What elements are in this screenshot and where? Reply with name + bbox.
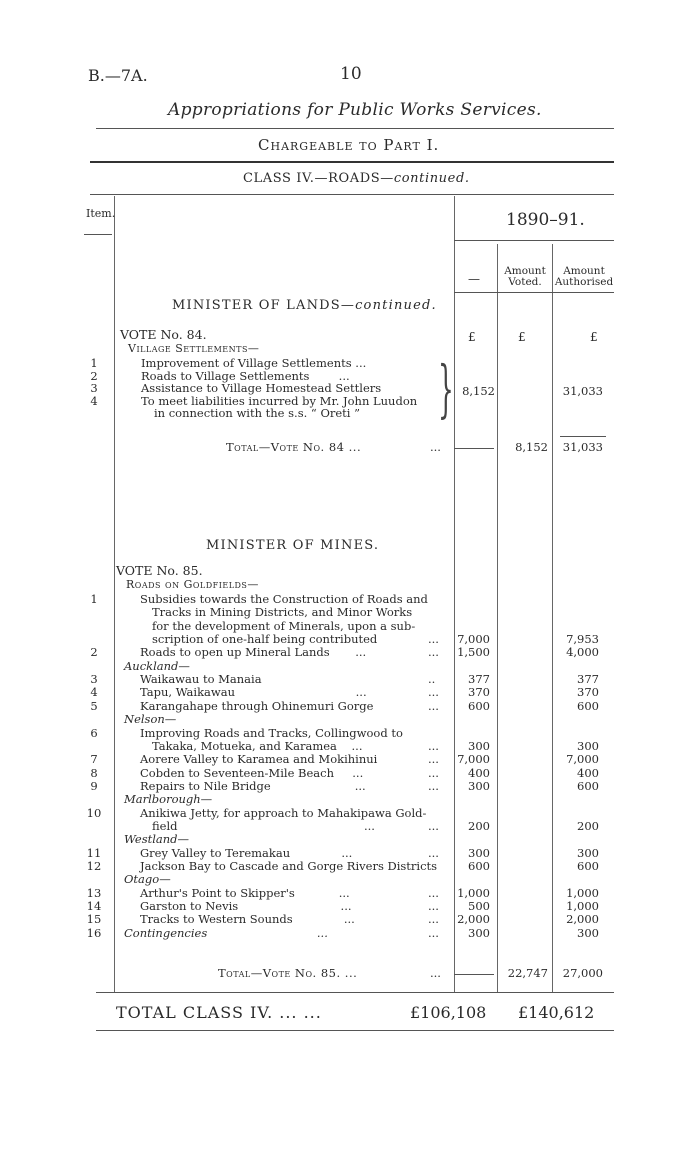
amount-cell: 1,500 (457, 645, 490, 660)
line-item-text: Karangahape through Ohinemuri Gorge (140, 698, 374, 713)
grouping-brace: } (438, 352, 454, 425)
leader-dots: ... (428, 765, 439, 780)
divider (90, 194, 614, 195)
line-item-text: in connection with the s.s. “ Oreti ” (154, 406, 361, 421)
divider (84, 234, 112, 235)
authorised-cell: 300 (577, 738, 599, 753)
item-number: 1 (90, 356, 98, 370)
lands-group-authorised: 31,033 (562, 384, 603, 398)
item-number: 15 (86, 912, 102, 927)
class-heading-text: CLASS IV.—ROADS— (243, 171, 394, 186)
leader-dots: ... (428, 818, 439, 833)
item-number: 14 (86, 899, 102, 914)
item-number: 13 (86, 885, 102, 900)
line-item-text: Takaka, Motueka, and Karamea ... (152, 738, 363, 753)
authorised-cell: 600 (577, 778, 599, 793)
currency-symbol: £ (518, 330, 526, 344)
divider (560, 436, 606, 437)
authorised-cell: 377 (577, 672, 599, 687)
line-item-text: Assistance to Village Homestead Settlers (141, 381, 382, 396)
item-number: 3 (90, 672, 98, 687)
vote-84-label: VOTE No. 84. (120, 327, 207, 342)
line-item-text: Roads to open up Mineral Lands ... (140, 645, 367, 660)
amount-cell: 300 (468, 738, 490, 753)
authorised-cell: 4,000 (566, 645, 599, 660)
line-item-text: scription of one-half being contributed (152, 632, 378, 647)
leader-dots: ... (428, 632, 439, 647)
line-item-text: Marlborough— (124, 792, 213, 807)
divider (454, 448, 494, 449)
leader-dots: ... (428, 698, 439, 713)
leader-dots: ... (428, 845, 439, 860)
amount-cell: 300 (468, 778, 490, 793)
line-item-text: Repairs to Nile Bridge ... (140, 778, 366, 793)
amount-cell: 2,000 (457, 912, 490, 927)
column-header-dash: — (468, 272, 480, 286)
amount-cell: 370 (468, 685, 490, 700)
divider (90, 161, 614, 163)
lands-heading (172, 298, 437, 313)
leader-dots: ... (428, 685, 439, 700)
column-rule-item (114, 196, 115, 992)
divider (454, 974, 494, 975)
line-item-text: Tracks to Western Sounds ... (140, 912, 355, 927)
amount-cell: 1,000 (457, 885, 490, 900)
line-item-text: Improvement of Village Settlements ... (141, 356, 367, 370)
vote-85-total-dots: ... (430, 966, 441, 980)
currency-symbol: £ (590, 330, 598, 344)
authorised-cell: 7,953 (566, 632, 599, 647)
chargeable-heading: Chargeable to Part I. (258, 136, 440, 154)
item-number: 6 (90, 725, 98, 740)
item-number: 12 (86, 859, 102, 873)
column-header-authorised: Amount Authorised (554, 265, 614, 288)
authorised-cell: 200 (577, 818, 599, 833)
amount-cell: 300 (468, 925, 490, 940)
line-item-text: Tapu, Waikawau ... (140, 685, 367, 700)
line-item-text: Auckland— (124, 658, 190, 673)
leader-dots: ... (428, 752, 439, 767)
authorised-cell: 400 (577, 765, 599, 780)
line-item-text: Arthur's Point to Skipper's ... (140, 885, 350, 900)
item-number: 1 (90, 592, 98, 606)
line-item-text: Improving Roads and Tracks, Collingwood to (140, 725, 403, 740)
line-item-text: Cobden to Seventeen-Mile Beach ... (140, 765, 364, 780)
class-total-authorised: £140,612 (518, 1003, 595, 1022)
lands-group-amount: 8,152 (462, 384, 495, 398)
authorised-cell: 2,000 (566, 912, 599, 927)
authorised-cell: 600 (577, 698, 599, 713)
line-item-text: Grey Valley to Teremakau ... (140, 845, 353, 860)
vote-84-total-dots: ... (430, 440, 441, 454)
leader-dots: ... (428, 885, 439, 900)
item-number: 16 (86, 925, 102, 940)
item-number: 7 (90, 752, 98, 767)
page-title: Appropriations for Public Works Services. (168, 100, 542, 120)
line-item-text: Roads to Village Settlements ... (141, 368, 350, 383)
item-number: 11 (86, 845, 102, 860)
line-item-text: Anikiwa Jetty, for approach to Mahakipawa Gold- (140, 805, 427, 820)
authorised-cell: 1,000 (566, 885, 599, 900)
lands-heading-continued: continued. (355, 298, 437, 313)
class-total-voted: £106,108 (410, 1003, 487, 1022)
line-item-text: Waikawau to Manaia (140, 672, 262, 687)
document-reference: B.—7A. (88, 66, 148, 85)
item-number: 4 (90, 393, 98, 408)
leader-dots: ... (428, 899, 439, 914)
village-settlements-subhead: Village Settlements— (128, 342, 260, 355)
item-number: 5 (90, 698, 98, 713)
authorised-cell: 1,000 (566, 899, 599, 914)
leader-dots: ... (428, 738, 439, 753)
line-item-text: To meet liabilities incurred by Mr. John Luudon (141, 393, 418, 408)
amount-cell: 300 (468, 845, 490, 860)
item-number: 3 (90, 381, 98, 396)
vote-84-total-authorised: 31,033 (562, 440, 603, 454)
amount-cell: 200 (468, 818, 490, 833)
leader-dots: ... (428, 645, 439, 660)
authorised-cell: 300 (577, 925, 599, 940)
column-rule-voted (497, 244, 498, 992)
line-item-text: Westland— (124, 832, 190, 847)
line-item-text: Otago— (124, 872, 171, 887)
authorised-cell: 300 (577, 845, 599, 860)
amount-cell: 600 (468, 859, 490, 873)
item-number: 4 (90, 685, 98, 700)
vote-84-total-label: Total—Vote No. 84 ... (226, 440, 362, 454)
page-number: 10 (340, 64, 362, 84)
leader-dots: ... (428, 778, 439, 793)
leader-dots: ... (428, 912, 439, 927)
vote-84-total-voted: 8,152 (515, 440, 548, 454)
line-item-text: Jackson Bay to Cascade and Gorge Rivers Districts (140, 859, 438, 873)
authorised-cell: 370 (577, 685, 599, 700)
item-number: 10 (86, 805, 102, 820)
divider (96, 992, 614, 993)
roads-goldfields-subhead: Roads on Goldfields— (126, 578, 259, 591)
class-heading (243, 171, 470, 186)
leader-dots: .. (428, 672, 436, 687)
line-item-text: Aorere Valley to Karamea and Mokihinui (140, 752, 378, 767)
column-header-year: 1890–91. (506, 210, 585, 230)
class-total-label: TOTAL CLASS IV. ... ... (116, 1003, 322, 1022)
authorised-cell: 7,000 (566, 752, 599, 767)
authorised-cell: 600 (577, 859, 599, 873)
currency-symbol: £ (468, 330, 476, 344)
vote-85-total-authorised: 27,000 (562, 966, 603, 980)
column-header-item: Item. (86, 207, 116, 220)
vote-85-total-voted: 22,747 (507, 966, 548, 980)
amount-cell: 7,000 (457, 752, 490, 767)
item-number: 2 (90, 368, 98, 383)
line-item-text: Tracks in Mining Districts, and Minor Works (152, 605, 413, 620)
class-heading-continued: continued. (393, 171, 470, 186)
mines-heading: MINISTER OF MINES. (206, 538, 380, 553)
amount-cell: 377 (468, 672, 490, 687)
vote-85-total-label: Total—Vote No. 85. ... (218, 966, 358, 980)
line-item-text: field ... (152, 818, 375, 833)
line-item-text: Garston to Nevis ... (140, 899, 352, 914)
divider (454, 240, 614, 241)
column-header-voted: Amount Voted. (504, 265, 546, 288)
line-item-text: Subsidies towards the Construction of Roads and (140, 592, 428, 606)
item-number: 8 (90, 765, 98, 780)
line-item-text: for the development of Minerals, upon a sub- (152, 618, 416, 633)
divider (454, 292, 614, 293)
vote-85-label: VOTE No. 85. (116, 563, 203, 578)
column-rule-authorised (552, 244, 553, 992)
amount-cell: 400 (468, 765, 490, 780)
amount-cell: 600 (468, 698, 490, 713)
amount-cell: 7,000 (457, 632, 490, 647)
item-number: 2 (90, 645, 98, 660)
line-item-text: Nelson— (124, 712, 177, 727)
lands-heading-text: MINISTER OF LANDS— (172, 298, 356, 313)
amount-cell: 500 (468, 899, 490, 914)
divider (96, 128, 614, 129)
divider (96, 1030, 614, 1031)
leader-dots: ... (428, 925, 439, 940)
line-item-text: Contingencies ... (124, 925, 328, 940)
item-number: 9 (90, 778, 98, 793)
